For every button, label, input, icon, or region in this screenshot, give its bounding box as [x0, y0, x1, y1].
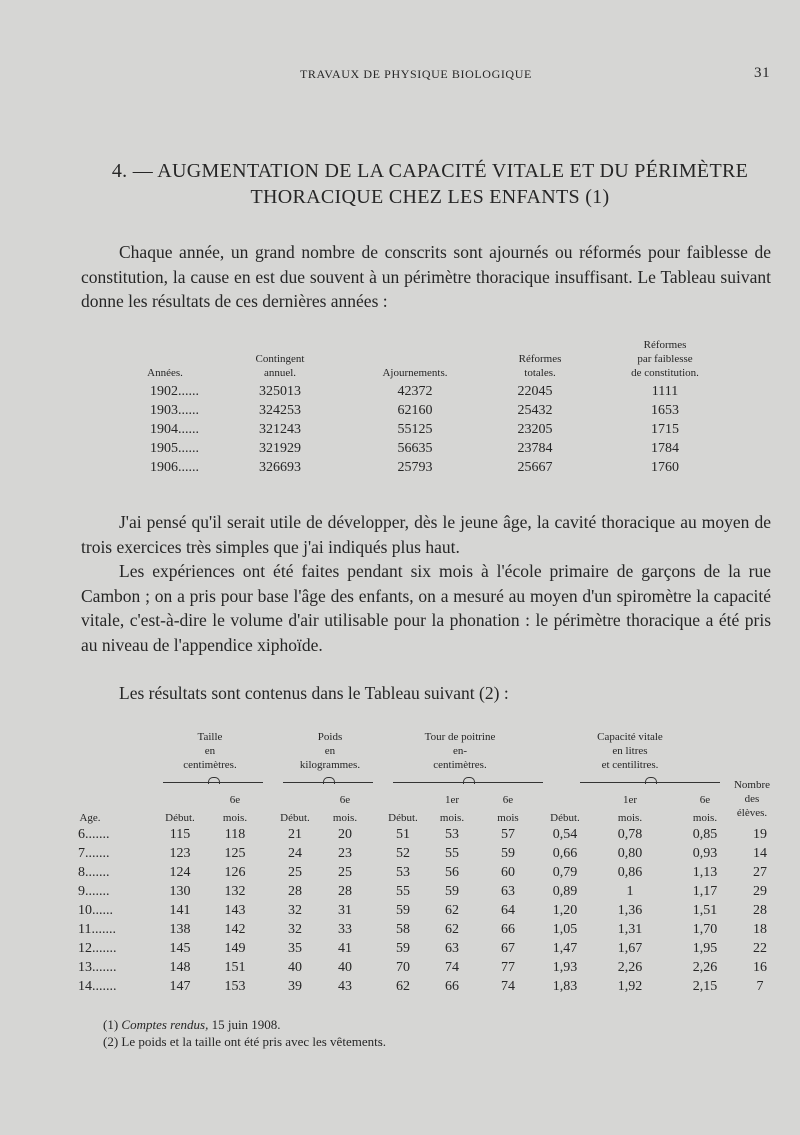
sub-cap-1-mois: mois.	[617, 812, 643, 824]
cell-reformes: 23784	[517, 441, 553, 456]
cell-n: 22	[753, 941, 767, 956]
cell-p-6: 43	[338, 979, 352, 994]
cell-tp-d: 55	[396, 884, 410, 899]
header-annees: Années.	[147, 367, 183, 379]
sub-tour-1: 1er	[444, 794, 460, 806]
cell-faiblesse: 1653	[651, 403, 679, 418]
cell-annee: 1904......	[150, 422, 199, 437]
paragraph-experiments: Les expériences ont été faites pendant six mois à l'école primaire de garçons de la rue Cambon ; on a pris pour base l'âge des enfants, on a mesuré au moyen d'un spiromètre la capacité vitale, c'est-à-dire le volume d'air utilisable pour la phonation : le périmètre thoracique a été pris au niveau de l'appendice xiphoïde.	[81, 561, 771, 655]
cell-cv-6: 1,70	[692, 922, 718, 937]
cell-ajournements: 42372	[397, 384, 433, 399]
cell-cv-6: 1,13	[692, 865, 718, 880]
cell-faiblesse: 1111	[651, 384, 679, 399]
cell-t-6: 126	[224, 865, 246, 880]
cell-tp-d: 62	[396, 979, 410, 994]
cell-tp-1: 66	[445, 979, 459, 994]
cell-tp-d: 59	[396, 903, 410, 918]
cell-reformes: 25432	[517, 403, 553, 418]
brace-poids	[283, 782, 373, 791]
cell-cv-d: 0,54	[552, 827, 578, 842]
cell-tp-1: 62	[445, 922, 459, 937]
cell-p-6: 28	[338, 884, 352, 899]
running-title: TRAVAUX DE PHYSIQUE BIOLOGIQUE	[300, 67, 532, 81]
cell-t-d: 147	[169, 979, 191, 994]
cell-tp-1: 55	[445, 846, 459, 861]
cell-faiblesse: 1760	[651, 460, 679, 475]
cell-age: 9.......	[78, 884, 110, 899]
cell-tp-d: 70	[396, 960, 410, 975]
cell-annee: 1902......	[150, 384, 199, 399]
cell-tp-d: 51	[396, 827, 410, 842]
cell-cv-6: 1,17	[692, 884, 718, 899]
cell-n: 14	[753, 846, 767, 861]
cell-tp-6: 59	[501, 846, 515, 861]
cell-faiblesse: 1715	[651, 422, 679, 437]
cell-n: 29	[753, 884, 767, 899]
table-row	[0, 384, 800, 402]
cell-cv-1: 0,78	[617, 827, 643, 842]
cell-t-6: 153	[224, 979, 246, 994]
group-poids: Poids en kilogrammes.	[299, 731, 361, 771]
cell-p-6: 33	[338, 922, 352, 937]
sub-taille-6: 6e	[229, 794, 241, 806]
cell-t-d: 115	[169, 827, 191, 842]
cell-p-d: 35	[288, 941, 302, 956]
cell-tp-6: 63	[501, 884, 515, 899]
cell-cv-1: 1,67	[617, 941, 643, 956]
cell-ajournements: 25793	[397, 460, 433, 475]
section-title-line1: 4. — AUGMENTATION DE LA CAPACITÉ VITALE ET DU PÉRIMÈTRE	[111, 160, 749, 182]
cell-cv-d: 0,66	[552, 846, 578, 861]
table-row	[0, 846, 800, 865]
table-row	[0, 441, 800, 459]
cell-n: 7	[756, 979, 764, 994]
cell-age: 12.......	[78, 941, 117, 956]
cell-p-d: 40	[288, 960, 302, 975]
table-row	[0, 422, 800, 440]
sub-cap-6: 6e	[699, 794, 711, 806]
cell-cv-6: 0,93	[692, 846, 718, 861]
cell-t-6: 132	[224, 884, 246, 899]
sub-tour-1-mois: mois.	[439, 812, 465, 824]
sub-tour-6: 6e	[502, 794, 514, 806]
cell-p-d: 28	[288, 884, 302, 899]
cell-cv-1: 1,36	[617, 903, 643, 918]
page-number: 31	[754, 65, 771, 81]
cell-p-d: 25	[288, 865, 302, 880]
sub-poids-debut: Début.	[280, 812, 310, 824]
cell-age: 8.......	[78, 865, 110, 880]
cell-contingent: 321243	[259, 422, 301, 437]
table-row	[0, 460, 800, 478]
footnote-1: (1) Comptes rendus, 15 juin 1908.	[103, 1017, 281, 1032]
cell-cv-d: 1,83	[552, 979, 578, 994]
cell-tp-d: 53	[396, 865, 410, 880]
cell-t-d: 124	[169, 865, 191, 880]
cell-contingent: 324253	[259, 403, 301, 418]
cell-age: 13.......	[78, 960, 117, 975]
cell-cv-1: 1,31	[617, 922, 643, 937]
sub-poids-mois: mois.	[332, 812, 358, 824]
cell-cv-d: 0,89	[552, 884, 578, 899]
cell-t-d: 141	[169, 903, 191, 918]
cell-contingent: 325013	[259, 384, 301, 399]
brace-tour	[393, 782, 543, 791]
table-measurements	[0, 730, 800, 1000]
cell-p-6: 25	[338, 865, 352, 880]
brace-capacite	[580, 782, 720, 791]
table-row	[0, 827, 800, 846]
cell-t-d: 145	[169, 941, 191, 956]
cell-cv-1: 0,80	[617, 846, 643, 861]
cell-n: 16	[753, 960, 767, 975]
cell-tp-1: 74	[445, 960, 459, 975]
group-tour: Tour de poitrine en- centimètres.	[424, 731, 496, 771]
sub-cap-6-mois: mois.	[692, 812, 718, 824]
cell-t-d: 130	[169, 884, 191, 899]
paragraph-results: Les résultats sont contenus dans le Tableau suivant (2) :	[119, 683, 509, 703]
table-row	[0, 865, 800, 884]
group-eleves: Nombre des élèves.	[733, 779, 771, 819]
cell-ajournements: 56635	[397, 441, 433, 456]
paragraph-intro: Chaque année, un grand nombre de conscrits sont ajournés ou réformés pour faiblesse de constitution, la cause en est due souvent à un périmètre thoracique insuffisant. Le Tableau suivant donne les résultats de ces dernières années :	[81, 242, 771, 311]
cell-cv-1: 1	[626, 884, 634, 899]
cell-cv-1: 2,26	[617, 960, 643, 975]
cell-cv-d: 1,20	[552, 903, 578, 918]
cell-t-6: 142	[224, 922, 246, 937]
cell-tp-1: 53	[445, 827, 459, 842]
table-row	[0, 922, 800, 941]
cell-tp-1: 63	[445, 941, 459, 956]
cell-reformes: 23205	[517, 422, 553, 437]
section-title-line2: THORACIQUE CHEZ LES ENFANTS (1)	[250, 186, 610, 208]
footnotes	[103, 1016, 386, 1050]
cell-cv-6: 1,51	[692, 903, 718, 918]
cell-cv-d: 1,05	[552, 922, 578, 937]
cell-t-6: 143	[224, 903, 246, 918]
cell-p-6: 41	[338, 941, 352, 956]
table-row	[0, 403, 800, 421]
header-reformes-totales: Réformes totales.	[518, 353, 562, 379]
cell-annee: 1906......	[150, 460, 199, 475]
sub-cap-debut: Début.	[550, 812, 580, 824]
sub-tour-debut: Début.	[388, 812, 418, 824]
cell-n: 18	[753, 922, 767, 937]
cell-cv-6: 2,15	[692, 979, 718, 994]
cell-age: 14.......	[78, 979, 117, 994]
section-title	[110, 158, 750, 210]
sub-tour-6-mois: mois	[497, 812, 519, 824]
cell-annee: 1903......	[150, 403, 199, 418]
cell-cv-6: 2,26	[692, 960, 718, 975]
cell-age: 10......	[78, 903, 113, 918]
cell-p-d: 32	[288, 903, 302, 918]
cell-reformes: 25667	[517, 460, 553, 475]
cell-reformes: 22045	[517, 384, 553, 399]
table-row	[0, 960, 800, 979]
table-row	[0, 884, 800, 903]
cell-tp-1: 62	[445, 903, 459, 918]
cell-p-6: 40	[338, 960, 352, 975]
cell-tp-d: 52	[396, 846, 410, 861]
cell-p-d: 21	[288, 827, 302, 842]
paragraph-idea: J'ai pensé qu'il serait utile de développer, dès le jeune âge, la cavité thoracique au moyen de trois exercices très simples que j'ai indiqués plus haut.	[81, 512, 771, 557]
cell-n: 28	[753, 903, 767, 918]
cell-tp-6: 74	[501, 979, 515, 994]
cell-tp-d: 59	[396, 941, 410, 956]
cell-cv-6: 1,95	[692, 941, 718, 956]
cell-n: 19	[753, 827, 767, 842]
cell-t-6: 125	[224, 846, 246, 861]
cell-p-d: 24	[288, 846, 302, 861]
cell-t-6: 151	[224, 960, 246, 975]
cell-t-6: 118	[224, 827, 246, 842]
cell-p-6: 20	[338, 827, 352, 842]
cell-cv-1: 1,92	[617, 979, 643, 994]
cell-p-6: 23	[338, 846, 352, 861]
cell-p-d: 32	[288, 922, 302, 937]
table-row	[0, 941, 800, 960]
sub-poids-6: 6e	[339, 794, 351, 806]
cell-contingent: 321929	[259, 441, 301, 456]
cell-p-6: 31	[338, 903, 352, 918]
cell-p-d: 39	[288, 979, 302, 994]
cell-tp-6: 64	[501, 903, 515, 918]
cell-tp-6: 66	[501, 922, 515, 937]
footnote-2: (2) Le poids et la taille ont été pris avec les vêtements.	[103, 1034, 387, 1049]
cell-ajournements: 62160	[397, 403, 433, 418]
cell-cv-1: 0,86	[617, 865, 643, 880]
cell-tp-1: 56	[445, 865, 459, 880]
table-conscripts	[0, 340, 800, 490]
cell-age: 6.......	[78, 827, 110, 842]
cell-tp-6: 60	[501, 865, 515, 880]
sub-age: Age.	[79, 812, 101, 824]
sub-cap-1: 1er	[622, 794, 638, 806]
cell-tp-6: 57	[501, 827, 515, 842]
cell-t-d: 138	[169, 922, 191, 937]
cell-cv-6: 0,85	[692, 827, 718, 842]
table-row	[0, 903, 800, 922]
sub-taille-mois: mois.	[222, 812, 248, 824]
cell-cv-d: 0,79	[552, 865, 578, 880]
cell-t-d: 123	[169, 846, 191, 861]
header-contingent: Contingent annuel.	[255, 353, 305, 379]
cell-tp-6: 77	[501, 960, 515, 975]
cell-cv-d: 1,47	[552, 941, 578, 956]
header-reformes-faiblesse: Réformes par faiblesse de constitution.	[631, 339, 699, 379]
cell-tp-d: 58	[396, 922, 410, 937]
cell-age: 7.......	[78, 846, 110, 861]
cell-tp-6: 67	[501, 941, 515, 956]
table-row	[0, 979, 800, 998]
cell-faiblesse: 1784	[651, 441, 679, 456]
header-ajournements: Ajournements.	[382, 367, 448, 379]
cell-cv-d: 1,93	[552, 960, 578, 975]
brace-taille	[163, 782, 263, 791]
cell-t-d: 148	[169, 960, 191, 975]
cell-annee: 1905......	[150, 441, 199, 456]
cell-contingent: 326693	[259, 460, 301, 475]
cell-age: 11.......	[78, 922, 116, 937]
group-capacite: Capacité vitale en litres et centilitres.	[597, 731, 663, 771]
cell-tp-1: 59	[445, 884, 459, 899]
group-taille: Taille en centimètres.	[183, 731, 237, 771]
sub-taille-debut: Début.	[165, 812, 195, 824]
cell-t-6: 149	[224, 941, 246, 956]
cell-n: 27	[753, 865, 767, 880]
cell-ajournements: 55125	[397, 422, 433, 437]
